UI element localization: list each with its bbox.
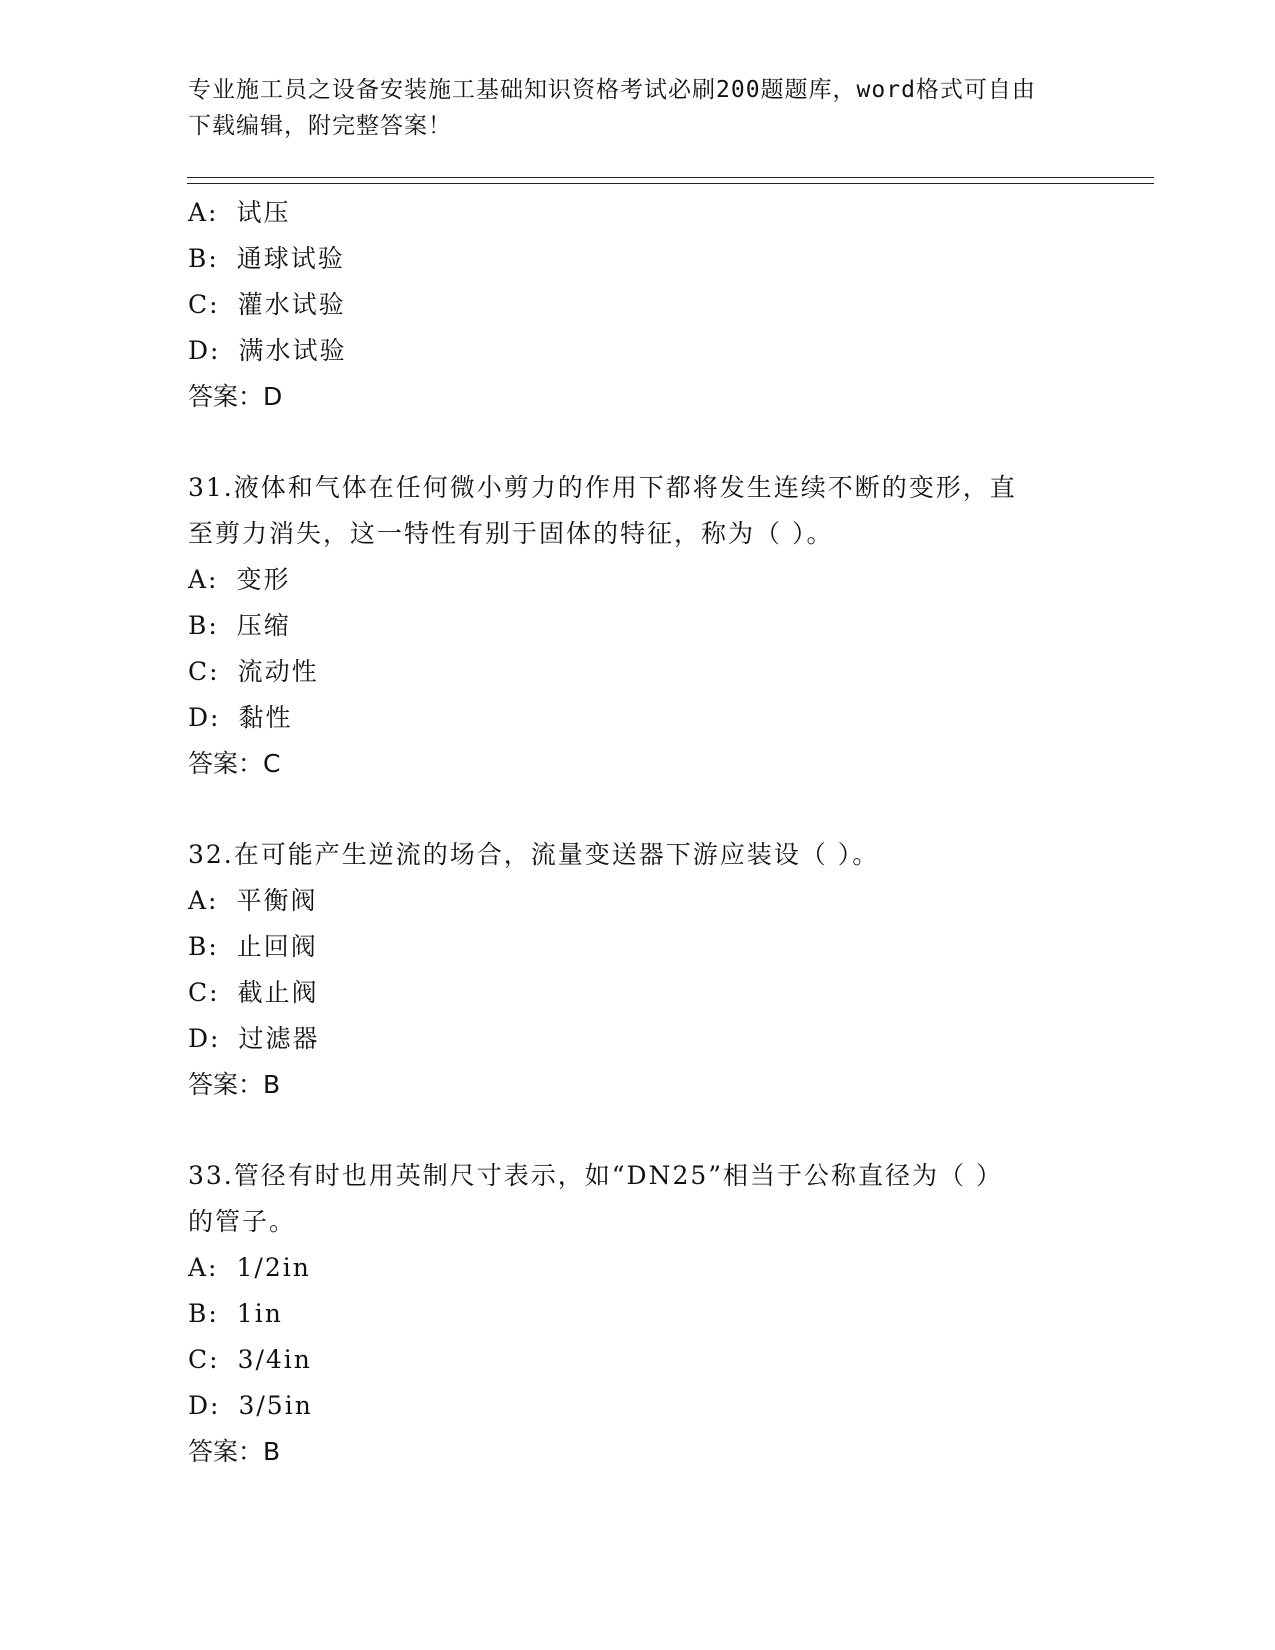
- option-a: [188, 190, 1088, 236]
- question-33-block: [188, 1153, 1088, 1475]
- option-d: [188, 1383, 1088, 1429]
- option-letter: C:: [188, 1345, 220, 1374]
- option-text: 过滤器: [238, 1024, 320, 1053]
- option-text: 黏性: [238, 703, 293, 732]
- option-a: [188, 878, 1088, 924]
- option-letter: B:: [188, 932, 219, 961]
- question-text-line: 32.在可能产生逆流的场合，流量变送器下游应装设（ ）。: [188, 840, 880, 869]
- option-text: 压缩: [236, 611, 291, 640]
- question-text-line: 33.管径有时也用英制尺寸表示，如“DN25”相当于公称直径为（ ）: [188, 1161, 1003, 1190]
- option-text: 3/4in: [237, 1345, 312, 1374]
- answer-line: 答案：B: [188, 1437, 281, 1466]
- question-text-line: 31.液体和气体在任何微小剪力的作用下都将发生连续不断的变形，直: [188, 473, 1017, 502]
- option-letter: C:: [188, 978, 220, 1007]
- answer-line: 答案：B: [188, 1070, 281, 1099]
- header-title-line-2: 下载编辑，附完整答案！: [188, 113, 452, 139]
- question-32-block: [188, 832, 1088, 1108]
- option-letter: D:: [188, 1391, 221, 1420]
- option-text: 3/5in: [238, 1391, 313, 1420]
- option-c: [188, 970, 1088, 1016]
- option-letter: B:: [188, 1299, 219, 1328]
- option-c: [188, 649, 1088, 695]
- header-divider-top: [187, 177, 1154, 178]
- option-letter: C:: [188, 290, 220, 319]
- option-letter: A:: [188, 198, 219, 227]
- option-text: 灌水试验: [237, 290, 346, 319]
- option-text: 通球试验: [236, 244, 345, 273]
- document-header: [188, 72, 1088, 144]
- option-text: 流动性: [237, 657, 319, 686]
- question-text-line: 的管子。: [188, 1207, 297, 1236]
- option-letter: C:: [188, 657, 220, 686]
- answer-line: 答案：D: [188, 382, 283, 411]
- option-text: 1/2in: [236, 1253, 311, 1282]
- option-letter: A:: [188, 886, 219, 915]
- option-text: 变形: [236, 565, 291, 594]
- question-31-block: [188, 465, 1088, 787]
- option-text: 止回阀: [236, 932, 318, 961]
- option-b: [188, 236, 1088, 282]
- option-b: [188, 603, 1088, 649]
- option-text: 截止阀: [237, 978, 319, 1007]
- option-b: [188, 924, 1088, 970]
- header-divider-bottom: [187, 183, 1154, 184]
- option-c: [188, 1337, 1088, 1383]
- option-text: 平衡阀: [236, 886, 318, 915]
- option-d: [188, 695, 1088, 741]
- previous-question-block: [188, 190, 1088, 420]
- option-letter: D:: [188, 336, 221, 365]
- option-d: [188, 328, 1088, 374]
- option-a: [188, 557, 1088, 603]
- option-text: 满水试验: [238, 336, 347, 365]
- answer-line: 答案：C: [188, 749, 281, 778]
- option-text: 1in: [236, 1299, 283, 1328]
- option-letter: B:: [188, 611, 219, 640]
- option-letter: A:: [188, 1253, 219, 1282]
- option-c: [188, 282, 1088, 328]
- option-d: [188, 1016, 1088, 1062]
- question-list: [188, 190, 1088, 1475]
- option-a: [188, 1245, 1088, 1291]
- option-letter: A:: [188, 565, 219, 594]
- option-letter: D:: [188, 703, 221, 732]
- option-text: 试压: [236, 198, 291, 227]
- option-letter: D:: [188, 1024, 221, 1053]
- question-text-line: 至剪力消失，这一特性有别于固体的特征，称为（ ）。: [188, 519, 834, 548]
- header-title-line-1: 专业施工员之设备安装施工基础知识资格考试必刷200题题库，word格式可自由: [188, 77, 1036, 103]
- option-b: [188, 1291, 1088, 1337]
- option-letter: B:: [188, 244, 219, 273]
